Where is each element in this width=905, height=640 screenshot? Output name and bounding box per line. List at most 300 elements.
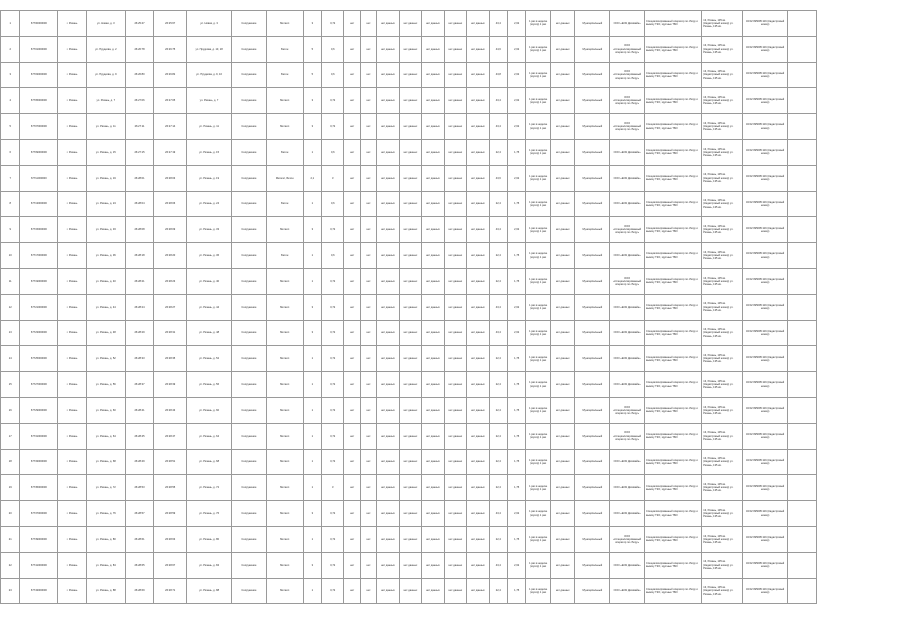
table-cell: Сооружение xyxy=(232,11,267,37)
table-cell: 26:28:45 xyxy=(125,423,154,449)
table-cell: 13, Рязань, 135 кв. (Кадастровый номер) ул. Рязань, 135 кв. xyxy=(702,217,743,243)
table-cell: нет данных xyxy=(444,268,466,294)
table-cell: нет xyxy=(360,88,376,114)
table-cell: 6 xyxy=(1,139,20,165)
table-cell: ООО «ЕОК Дисквайн» xyxy=(610,475,645,501)
table-cell: 26:28:03 xyxy=(154,165,187,191)
table-cell: нет данных xyxy=(422,165,444,191)
table-cell: 3 xyxy=(303,11,321,37)
registry-table xyxy=(0,10,817,604)
table-cell xyxy=(788,346,817,372)
table-cell: Металл xyxy=(266,449,303,475)
table-cell: нет данных xyxy=(399,346,421,372)
table-cell: нет данных xyxy=(422,217,444,243)
table-cell: нет данных xyxy=(377,88,399,114)
table-cell: ул. Рязань, д. 19 xyxy=(187,165,232,191)
table-cell: 13, Рязань, 135 кв. (Кадастровый номер) ул. Рязань, 135 кв. xyxy=(702,372,743,398)
table-cell: нет данных xyxy=(467,320,489,346)
table-cell: 43:02:095095:116 (Кадастровый номер) xyxy=(743,397,788,423)
table-cell: г. Рязань xyxy=(58,36,87,62)
table-cell: ул. Рязань, д. 15 xyxy=(187,139,232,165)
table-cell: 43:02:095095:116 (Кадастровый номер) xyxy=(743,501,788,527)
table-cell: нет данных xyxy=(550,36,575,62)
table-cell: ООО «ЕОК Дисквайн» xyxy=(610,191,645,217)
table-cell: нет данных xyxy=(467,294,489,320)
table-cell: 13, Рязань, 135 кв. (Кадастровый номер) ул. Рязань, 135 кв. xyxy=(702,346,743,372)
table-cell: 67715000000 xyxy=(20,217,58,243)
table-cell: 26:27:05 xyxy=(154,88,187,114)
table-cell: 22,4 xyxy=(489,475,507,501)
table-cell: Сооружение xyxy=(232,552,267,578)
table-cell: 1 xyxy=(303,397,321,423)
table-cell: 67721000000 xyxy=(20,294,58,320)
table-cell: нет данных xyxy=(467,62,489,88)
table-cell: нет данных xyxy=(399,294,421,320)
table-cell: нет данных xyxy=(444,217,466,243)
table-cell: 13, Рязань, 135 кв. (Кадастровый номер) ул. Рязань, 135 кв. xyxy=(702,423,743,449)
table-cell: ул. Новая, д. 3 xyxy=(187,11,232,37)
table-cell: 1,75 xyxy=(508,578,526,604)
table-cell: нет данных xyxy=(422,423,444,449)
table-cell: нет данных xyxy=(399,139,421,165)
table-cell: нет данных xyxy=(467,243,489,269)
table-cell: 1 раз в неделю (мусор) 1 раз xyxy=(526,552,551,578)
table-row xyxy=(1,62,817,88)
table-row xyxy=(1,346,817,372)
table-cell: нет данных xyxy=(467,449,489,475)
table-cell: нет данных xyxy=(550,501,575,527)
table-cell: нет данных xyxy=(550,165,575,191)
table-cell: 26:28:09 xyxy=(154,217,187,243)
table-cell: 1 раз в неделю (мусор) 1 раз xyxy=(526,526,551,552)
table-row xyxy=(1,114,817,140)
table-cell: нет данных xyxy=(444,552,466,578)
table-cell: 0,72 xyxy=(322,449,344,475)
table-cell: 43:02:095095:116 (Кадастровый номер) xyxy=(743,268,788,294)
table-cell: 67735000000 xyxy=(20,475,58,501)
table-cell xyxy=(788,501,817,527)
table-cell: 2 xyxy=(1,36,20,62)
table-cell xyxy=(788,397,817,423)
table-cell: нет данных xyxy=(422,62,444,88)
table-cell: Сооружение xyxy=(232,191,267,217)
table-cell: г. Рязань xyxy=(58,114,87,140)
table-cell: 67717000000 xyxy=(20,243,58,269)
table-cell: нет данных xyxy=(444,423,466,449)
table-cell: 0,72 xyxy=(322,217,344,243)
table-cell: 1,75 xyxy=(508,449,526,475)
table-cell: 26:26:80 xyxy=(125,62,154,88)
table-cell: 26:28:71 xyxy=(154,578,187,604)
table-cell: 26:25:67 xyxy=(154,11,187,37)
table-cell: нет данных xyxy=(444,294,466,320)
table-cell: Муниципальный xyxy=(575,320,610,346)
table-cell: 13, Рязань, 135 кв. (Кадастровый номер) ул. Рязань, 135 кв. xyxy=(702,139,743,165)
table-cell: Сооружение xyxy=(232,475,267,501)
table-cell: 26:28:41 xyxy=(125,397,154,423)
table-cell: 22,4 xyxy=(489,578,507,604)
table-cell: нет данных xyxy=(444,243,466,269)
table-cell: Сооружение xyxy=(232,449,267,475)
table-row xyxy=(1,578,817,604)
table-cell: 26:25:47 xyxy=(125,11,154,37)
table-cell: 1,75 xyxy=(508,139,526,165)
table-cell: Металл xyxy=(266,397,303,423)
table-cell: 9 xyxy=(1,217,20,243)
table-cell: ул. Рязань, д. 36 xyxy=(187,243,232,269)
table-cell: Специализированный оператор по сбору и вывозу ТКО, крупные ТБО xyxy=(645,165,702,191)
table-cell: нет данных xyxy=(444,397,466,423)
table-cell: 0,6 xyxy=(322,191,344,217)
table-cell: Сооружение xyxy=(232,578,267,604)
table-cell: ООО «ЕОК Дисквайн» xyxy=(610,346,645,372)
table-cell: нет xyxy=(344,11,360,37)
table-cell: 0,6 xyxy=(322,139,344,165)
table-cell: нет данных xyxy=(377,372,399,398)
table-cell: нет данных xyxy=(444,88,466,114)
table-cell: Специализированный оператор по сбору и вывозу ТКО, крупные ТБО xyxy=(645,552,702,578)
table-cell: Сооружение xyxy=(232,501,267,527)
table-cell: 26:28:61 xyxy=(125,526,154,552)
table-cell: 17 xyxy=(1,423,20,449)
table-cell: ООО «Специализированный оператор по сбору» xyxy=(610,62,645,88)
table-cell: 15 xyxy=(1,372,20,398)
table-cell: нет данных xyxy=(377,217,399,243)
table-cell: Сооружение xyxy=(232,114,267,140)
table-cell: 1 раз в неделю (мусор) 1 раз xyxy=(526,320,551,346)
table-cell: нет данных xyxy=(422,294,444,320)
table-row xyxy=(1,88,817,114)
table-cell: 43:02:095095:116 (Кадастровый номер) xyxy=(743,88,788,114)
table-cell: 21 xyxy=(1,526,20,552)
table-cell: Муниципальный xyxy=(575,62,610,88)
table-cell: 1,75 xyxy=(508,475,526,501)
table-cell: 26:28:18 xyxy=(125,243,154,269)
table-cell: 1,75 xyxy=(508,346,526,372)
table-cell xyxy=(788,475,817,501)
table-row xyxy=(1,423,817,449)
table-cell: Бетон xyxy=(266,243,303,269)
table-cell: 26:26:78 xyxy=(125,36,154,62)
table-cell: 3 xyxy=(322,475,344,501)
table-cell: 2,62 xyxy=(508,217,526,243)
table-cell: 26:28:51 xyxy=(154,449,187,475)
table-cell: 12 xyxy=(1,294,20,320)
table-cell: г. Рязань xyxy=(58,243,87,269)
table-cell: нет данных xyxy=(550,526,575,552)
table-row xyxy=(1,139,817,165)
table-cell: нет данных xyxy=(467,552,489,578)
table-cell: 0,72 xyxy=(322,578,344,604)
table-cell: нет xyxy=(360,294,376,320)
table-cell: 26:28:01 xyxy=(125,165,154,191)
table-cell: Сооружение xyxy=(232,139,267,165)
table-cell: 1 раз в неделю (мусор) 1 раз xyxy=(526,397,551,423)
table-cell: нет данных xyxy=(399,449,421,475)
table-cell: 1 раз в неделю (мусор) 1 раз xyxy=(526,475,551,501)
table-cell: 67733000000 xyxy=(20,449,58,475)
table-cell: ул. Рязань, д. 11 xyxy=(187,114,232,140)
table-cell: нет данных xyxy=(422,475,444,501)
table-cell: нет данных xyxy=(377,475,399,501)
table-cell: 0,72 xyxy=(322,397,344,423)
table-cell: нет xyxy=(344,346,360,372)
table-cell: ул. Рязань, д. 36 xyxy=(86,243,125,269)
table-cell: 3 xyxy=(303,217,321,243)
table-cell: нет данных xyxy=(399,578,421,604)
table-row xyxy=(1,191,817,217)
table-cell: нет данных xyxy=(467,139,489,165)
table-cell: 1,75 xyxy=(508,191,526,217)
table-cell: Муниципальный xyxy=(575,217,610,243)
table-cell: нет данных xyxy=(377,294,399,320)
table-cell: г. Рязань xyxy=(58,320,87,346)
table-cell: нет xyxy=(360,268,376,294)
table-cell: Специализированный оператор по сбору и вывозу ТКО, крупные ТБО xyxy=(645,475,702,501)
table-cell: Сооружение xyxy=(232,346,267,372)
table-cell xyxy=(788,191,817,217)
table-cell: Металл xyxy=(266,578,303,604)
table-cell: 1 раз в неделю (мусор) 1 раз xyxy=(526,11,551,37)
table-cell: нет данных xyxy=(467,36,489,62)
table-cell: нет данных xyxy=(399,526,421,552)
table-cell: нет данных xyxy=(399,423,421,449)
table-cell: Муниципальный xyxy=(575,578,610,604)
table-cell: 1,75 xyxy=(508,423,526,449)
table-cell: 13, Рязань, 135 кв. (Кадастровый номер) ул. Рязань, 135 кв. xyxy=(702,114,743,140)
table-cell: нет xyxy=(344,191,360,217)
table-cell: 43,4 xyxy=(489,552,507,578)
table-cell: 0,72 xyxy=(322,11,344,37)
table-cell: Специализированный оператор по сбору и вывозу ТКО, крупные ТБО xyxy=(645,243,702,269)
table-cell: 26:28:33 xyxy=(125,346,154,372)
table-cell: ул. Рязань, д. 76 xyxy=(86,501,125,527)
table-cell: 13, Рязань, 135 кв. (Кадастровый номер) ул. Рязань, 135 кв. xyxy=(702,165,743,191)
table-cell: г. Рязань xyxy=(58,217,87,243)
table-cell: нет данных xyxy=(422,36,444,62)
table-cell xyxy=(788,36,817,62)
table-row xyxy=(1,397,817,423)
table-cell: нет xyxy=(344,449,360,475)
table-cell: нет данных xyxy=(467,268,489,294)
table-cell: Сооружение xyxy=(232,36,267,62)
table-cell: нет данных xyxy=(399,475,421,501)
table-cell: 10 xyxy=(1,243,20,269)
table-cell: нет xyxy=(360,449,376,475)
table-cell: нет данных xyxy=(550,346,575,372)
table-cell: г. Рязань xyxy=(58,62,87,88)
table-cell: нет данных xyxy=(377,526,399,552)
table-cell: 43:02:095095:116 (Кадастровый номер) xyxy=(743,11,788,37)
table-cell: ул. Рязань, д. 15 xyxy=(86,139,125,165)
table-cell: нет данных xyxy=(399,62,421,88)
table-cell: ООО «ЕОК Дисквайн» xyxy=(610,501,645,527)
table-cell: нет xyxy=(344,88,360,114)
table-cell: нет данных xyxy=(444,62,466,88)
table-cell: Специализированный оператор по сбору и вывозу ТКО, крупные ТБО xyxy=(645,36,702,62)
table-cell: 1 раз в неделю (мусор) 1 раз xyxy=(526,62,551,88)
table-cell: нет xyxy=(360,552,376,578)
table-cell: 26:28:06 xyxy=(154,191,187,217)
table-row xyxy=(1,320,817,346)
table-cell: 1 раз в неделю (мусор) 1 раз xyxy=(526,139,551,165)
table-cell: нет данных xyxy=(467,578,489,604)
table-cell: ООО «ЕОК Дисквайн» xyxy=(610,320,645,346)
table-cell: нет данных xyxy=(550,11,575,37)
table-cell: 26:28:47 xyxy=(154,423,187,449)
table-cell xyxy=(788,268,817,294)
table-cell: нет xyxy=(360,165,376,191)
table-cell: г. Рязань xyxy=(58,423,87,449)
table-cell: 1,75 xyxy=(508,397,526,423)
table-cell: нет данных xyxy=(422,449,444,475)
table-cell: 67703000000 xyxy=(20,62,58,88)
table-cell xyxy=(788,423,817,449)
table-cell: нет данных xyxy=(377,552,399,578)
table-cell: ул. Рязань, д. 72 xyxy=(187,475,232,501)
table-cell: 43:02:095095:116 (Кадастровый номер) xyxy=(743,423,788,449)
table-cell: нет xyxy=(344,294,360,320)
table-cell: ООО «Специализированный оператор по сбору» xyxy=(610,114,645,140)
table-cell: нет данных xyxy=(377,320,399,346)
table-cell: 1 xyxy=(303,526,321,552)
table-cell xyxy=(788,449,817,475)
table-cell: нет данных xyxy=(377,114,399,140)
table-cell: ул. Рязань, д. 11 xyxy=(86,114,125,140)
table-cell: нет данных xyxy=(467,501,489,527)
table-cell: нет данных xyxy=(550,475,575,501)
table-cell: 1 xyxy=(303,372,321,398)
table-cell: нет данных xyxy=(550,578,575,604)
table-cell: 1 xyxy=(303,191,321,217)
table-cell: 13, Рязань, 135 кв. (Кадастровый номер) ул. Рязань, 135 кв. xyxy=(702,320,743,346)
table-cell: 2,62 xyxy=(508,165,526,191)
table-cell: ул. Рязань, д. 76 xyxy=(187,501,232,527)
table-cell: г. Рязань xyxy=(58,552,87,578)
table-cell: нет xyxy=(360,139,376,165)
table-cell: 43:02:095095:116 (Кадастровый номер) xyxy=(743,346,788,372)
table-cell: нет данных xyxy=(422,397,444,423)
table-cell: 26:28:04 xyxy=(125,191,154,217)
table-cell: нет данных xyxy=(422,139,444,165)
table-cell: Специализированный оператор по сбору и вывозу ТКО, крупные ТБО xyxy=(645,346,702,372)
table-cell: нет данных xyxy=(444,346,466,372)
table-row xyxy=(1,372,817,398)
table-cell: 22,4 xyxy=(489,397,507,423)
table-cell: 7 xyxy=(1,165,20,191)
table-cell: Металл xyxy=(266,217,303,243)
table-cell: нет данных xyxy=(377,449,399,475)
table-cell xyxy=(788,88,817,114)
table-cell: Металл xyxy=(266,552,303,578)
table-cell: нет данных xyxy=(550,552,575,578)
table-cell: нет данных xyxy=(399,36,421,62)
table-row xyxy=(1,243,817,269)
table-cell: ул. Рязань, д. 33 xyxy=(187,217,232,243)
table-cell: нет xyxy=(360,320,376,346)
table-cell: 22,4 xyxy=(489,139,507,165)
table-cell: 1 раз в неделю (мусор) 1 раз xyxy=(526,217,551,243)
table-cell: ООО «ЕОК Дисквайн» xyxy=(610,372,645,398)
table-cell: ООО «Специализированный оператор по сбору» xyxy=(610,526,645,552)
table-cell: нет данных xyxy=(422,268,444,294)
table-cell: г. Рязань xyxy=(58,165,87,191)
table-cell xyxy=(788,552,817,578)
table-cell: 0,6 xyxy=(322,243,344,269)
table-cell: г. Рязань xyxy=(58,268,87,294)
table-cell: нет данных xyxy=(422,346,444,372)
table-cell: 67725000000 xyxy=(20,346,58,372)
table-cell: ул. Рязань, д. 44 xyxy=(86,294,125,320)
table-cell: нет xyxy=(344,526,360,552)
table-cell: нет данных xyxy=(467,191,489,217)
table-cell: 20 xyxy=(1,501,20,527)
table-cell: Специализированный оператор по сбору и вывозу ТКО, крупные ТБО xyxy=(645,320,702,346)
table-cell: Муниципальный xyxy=(575,268,610,294)
table-cell xyxy=(788,578,817,604)
table-cell: 67727000000 xyxy=(20,372,58,398)
table-cell: ул. Рязань, д. 24 xyxy=(187,191,232,217)
table-cell: 13, Рязань, 135 кв. (Кадастровый номер) ул. Рязань, 135 кв. xyxy=(702,397,743,423)
table-cell: 13, Рязань, 135 кв. (Кадастровый номер) ул. Рязань, 135 кв. xyxy=(702,88,743,114)
table-cell: нет данных xyxy=(444,372,466,398)
table-cell: 43:02:095095:116 (Кадастровый номер) xyxy=(743,243,788,269)
table-cell: 26:28:27 xyxy=(154,294,187,320)
table-cell: нет xyxy=(344,423,360,449)
table-cell: нет xyxy=(344,501,360,527)
table-cell: 67737000000 xyxy=(20,501,58,527)
registry-sheet xyxy=(0,10,817,604)
table-cell: 26:28:59 xyxy=(154,501,187,527)
table-cell: ул. Рязань, д. 60 xyxy=(86,397,125,423)
table-cell: ул. Рязань, д. 60 xyxy=(187,397,232,423)
table-cell: Металл, Бетон xyxy=(266,165,303,191)
table-cell: 67707000000 xyxy=(20,114,58,140)
table-cell: 3 xyxy=(303,114,321,140)
table-cell: нет данных xyxy=(377,62,399,88)
table-cell: 43:02:095095:116 (Кадастровый номер) xyxy=(743,372,788,398)
table-cell: ул. Рязань, д. 56 xyxy=(187,372,232,398)
table-cell: 43,8 xyxy=(489,62,507,88)
table-cell: 43:02:095095:116 (Кадастровый номер) xyxy=(743,475,788,501)
table-cell: 1 раз в неделю (мусор) 1 раз xyxy=(526,243,551,269)
table-cell: 2,62 xyxy=(508,501,526,527)
table-cell: 23 xyxy=(1,578,20,604)
table-cell: нет xyxy=(344,397,360,423)
table-row xyxy=(1,268,817,294)
table-cell: Металл xyxy=(266,346,303,372)
table-cell xyxy=(788,320,817,346)
table-cell: г. Рязань xyxy=(58,526,87,552)
table-cell: Муниципальный xyxy=(575,114,610,140)
table-cell: 43,4 xyxy=(489,114,507,140)
table-row xyxy=(1,165,817,191)
table-cell: 1 xyxy=(303,139,321,165)
table-cell: 18 xyxy=(1,449,20,475)
table-cell: Бетон xyxy=(266,62,303,88)
table-cell: нет данных xyxy=(444,139,466,165)
table-cell: нет данных xyxy=(399,397,421,423)
table-cell: нет данных xyxy=(399,552,421,578)
table-cell: нет данных xyxy=(444,114,466,140)
table-cell: нет xyxy=(344,320,360,346)
table-cell: 1 xyxy=(303,423,321,449)
table-cell: 22,4 xyxy=(489,268,507,294)
table-cell: 13, Рязань, 135 кв. (Кадастровый номер) ул. Рязань, 135 кв. xyxy=(702,449,743,475)
table-cell: нет данных xyxy=(422,372,444,398)
table-cell: ООО «Специализированный оператор по сбору» xyxy=(610,217,645,243)
table-cell xyxy=(788,526,817,552)
